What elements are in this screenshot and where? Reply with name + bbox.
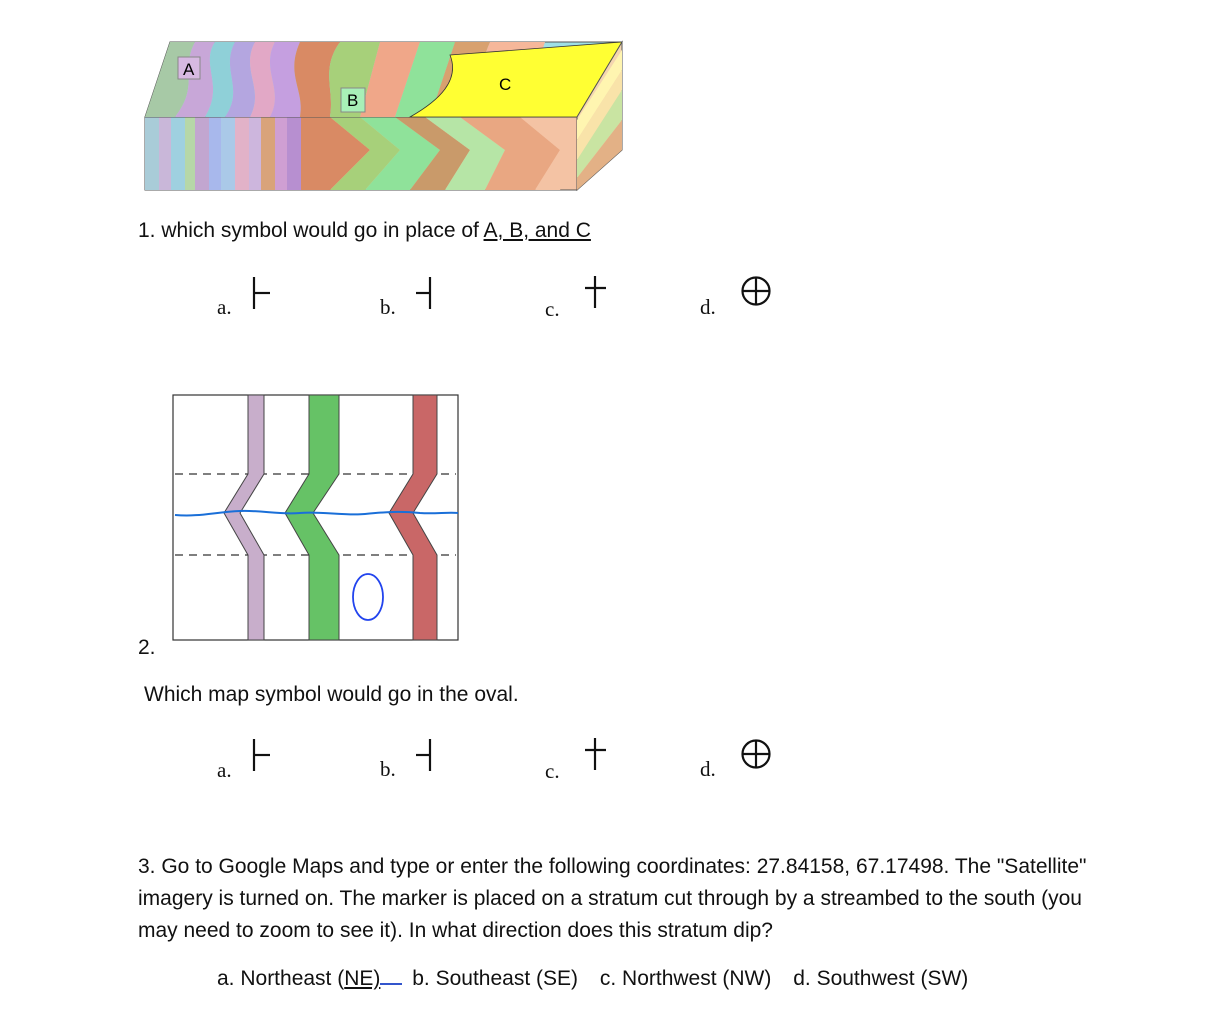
question3-line3: may need to zoom to see it). In what direction does this stratum dip?	[138, 919, 773, 942]
q3-option-a[interactable]: a. Northeast (NE)	[217, 967, 402, 990]
question3-line2: imagery is turned on. The marker is placed on a stratum cut through by a streambed to the south (you	[138, 887, 1082, 910]
q1-option-d-letter[interactable]: d.	[700, 295, 716, 319]
question2-number: 2.	[138, 636, 156, 659]
block-label-a: A	[183, 60, 195, 79]
q3-option-a-abbr: NE)	[344, 967, 381, 990]
q3-option-c[interactable]: c. Northwest (NW)	[599, 967, 772, 990]
question3-line1: 3. Go to Google Maps and type or enter the following coordinates: 27.84158, 67.17498. The "Satellite"	[138, 855, 1087, 878]
horizontal-bed-icon[interactable]	[738, 736, 774, 772]
q2-option-c-letter[interactable]: c.	[545, 759, 560, 783]
question3-options	[217, 967, 968, 991]
q2-option-d-letter[interactable]: d.	[700, 757, 716, 781]
q1-option-a-letter[interactable]: a.	[217, 295, 232, 319]
q1-option-b-letter[interactable]: b.	[380, 295, 396, 319]
q2-option-b-letter[interactable]: b.	[380, 757, 396, 781]
question2-text: Which map symbol would go in the oval.	[144, 683, 519, 706]
q3-option-d[interactable]: d. Southwest (SW)	[793, 967, 969, 990]
question1-underlined: A, B, and C	[483, 219, 591, 242]
q2-option-a-letter[interactable]: a.	[217, 758, 232, 782]
q3-option-b[interactable]: b. Southeast (SE)	[412, 967, 579, 990]
q3-answer-underline	[380, 969, 402, 985]
q1-option-c-letter[interactable]: c.	[545, 297, 560, 321]
block-label-c: C	[499, 75, 512, 94]
strike-dip-west-icon[interactable]	[412, 737, 438, 773]
strike-dip-east-icon[interactable]	[248, 737, 274, 773]
block-label-b: B	[347, 91, 359, 110]
question1-prefix: 1. which symbol would go in place of	[138, 219, 484, 242]
vertical-bed-icon[interactable]	[582, 736, 610, 772]
